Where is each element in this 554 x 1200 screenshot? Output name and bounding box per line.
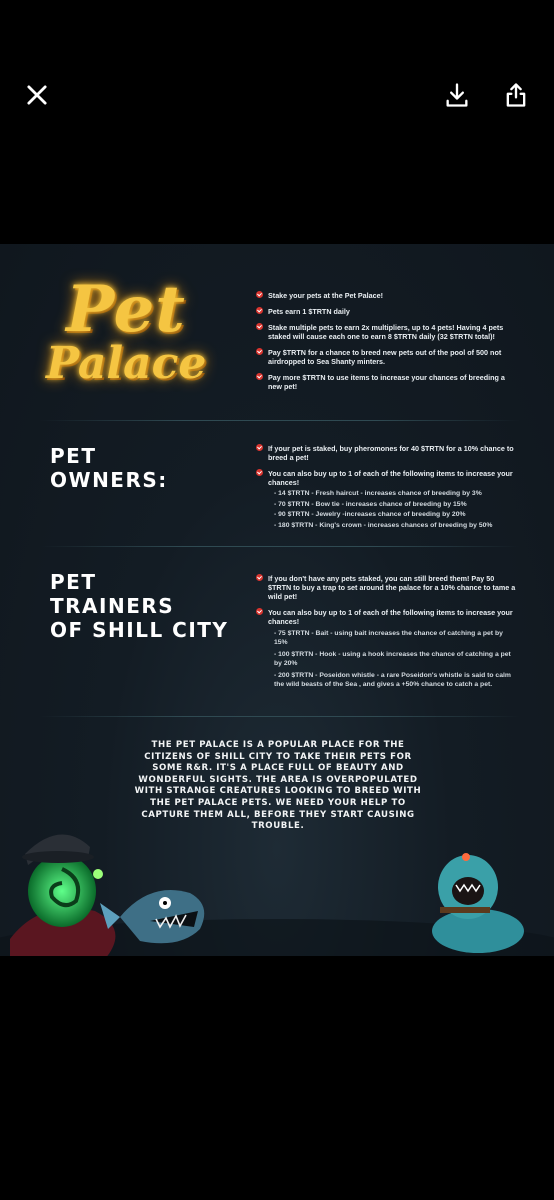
creatures-illustration [0, 799, 554, 956]
owners-item: - 14 $TRTN - Fresh haircut - increases chance of breeding by 3% [274, 490, 482, 497]
check-icon [256, 469, 263, 476]
pet-trainers-heading: PET TRAINERS OF SHILL CITY [50, 570, 229, 642]
duck-creature [432, 853, 524, 953]
check-icon [256, 348, 263, 355]
pet-palace-poster[interactable] [0, 244, 554, 956]
check-icon [256, 444, 263, 451]
trainers-item: - 75 $TRTN - Bait - using bait increases the chance of catching a pet by 15% [274, 630, 503, 646]
owners-bullet: If your pet is staked, buy pheromones for 40 $TRTN for a 10% chance to breed a pet! [256, 444, 518, 462]
check-icon [256, 307, 263, 314]
download-icon [443, 81, 471, 109]
trainers-bullet: If you don't have any pets staked, you can still breed them! Pay 50 $TRTN to buy a trap to set around the palace for a 10% chance to tame a wild pet! [256, 574, 518, 601]
logo-line-pet: Pet [66, 272, 186, 347]
trainers-item: - 200 $TRTN - Poseidon whistle - a rare Poseidon's whistle is said to calm the wild beasts of the Sea , and gives a +50% chance to catch a pet. [274, 672, 511, 688]
section-divider [40, 716, 520, 717]
check-icon [256, 323, 263, 330]
download-button[interactable] [440, 78, 474, 112]
trainers-bullet: You can also buy up to 1 of each of the following items to increase your chances! [256, 608, 518, 626]
check-icon [256, 373, 263, 380]
intro-bullet: Stake multiple pets to earn 2x multipliers, up to 4 pets! Having 4 pets staked will cause each one to earn 8 $TRTN daily (32 $TRTN total)! [256, 323, 518, 341]
close-button[interactable] [20, 78, 54, 112]
trainers-bullet-list [256, 574, 518, 691]
check-icon [256, 574, 263, 581]
pet-palace-logo [46, 266, 207, 396]
viewer-bottom-area [0, 956, 554, 1200]
owners-item: - 70 $TRTN - Bow tie - increases chance of breeding by 15% [274, 500, 467, 508]
trainers-item: - 100 $TRTN - Hook - using a hook increases the chance of catching a pet by 20% [274, 651, 511, 667]
pet-owners-heading: PET OWNERS: [50, 444, 168, 492]
check-icon [256, 608, 263, 615]
intro-bullet: Stake your pets at the Pet Palace! [256, 291, 518, 300]
section-divider [40, 420, 520, 421]
share-button[interactable] [499, 78, 533, 112]
owners-item: - 180 $TRTN - King's crown - increases chances of breeding by 50% [274, 521, 493, 529]
intro-bullet: Pets earn 1 $TRTN daily [256, 307, 518, 316]
check-icon [256, 291, 263, 298]
viewer-toolbar [0, 0, 554, 130]
owners-bullet-list [256, 444, 518, 532]
close-icon [23, 81, 51, 109]
share-icon [502, 81, 530, 109]
intro-bullet: Pay more $TRTN to use items to increase your chances of breeding a new pet! [256, 373, 518, 391]
intro-bullet: Pay $TRTN for a chance to breed new pets out of the pool of 500 not airdropped to Sea Shanty minters. [256, 348, 518, 366]
section-divider [40, 546, 520, 547]
intro-bullet-list [256, 291, 518, 398]
owners-item: - 90 $TRTN - Jewelry -increases chance of breeding by 20% [274, 511, 466, 518]
logo-line-palace: Palace [46, 338, 207, 389]
snail-creature [10, 835, 115, 956]
story-paragraph: THE PET PALACE IS A POPULAR PLACE FOR THE CITIZENS OF SHILL CITY TO TAKE THEIR PETS FOR SOME R&R. IT'S A PLACE FULL OF BEAUTY AND WONDERFUL SIGHTS. THE AREA IS OVERPOPULATED WITH STRANGE CREATURES LOOKING TO BREED WITH THE PET PALACE PETS. WE NEED YOUR HELP TO CAPTURE THEM ALL, BEFORE THEY START CAUSING TROUBLE. [134, 740, 422, 832]
owners-bullet: You can also buy up to 1 of each of the following items to increase your chances! [256, 469, 518, 487]
